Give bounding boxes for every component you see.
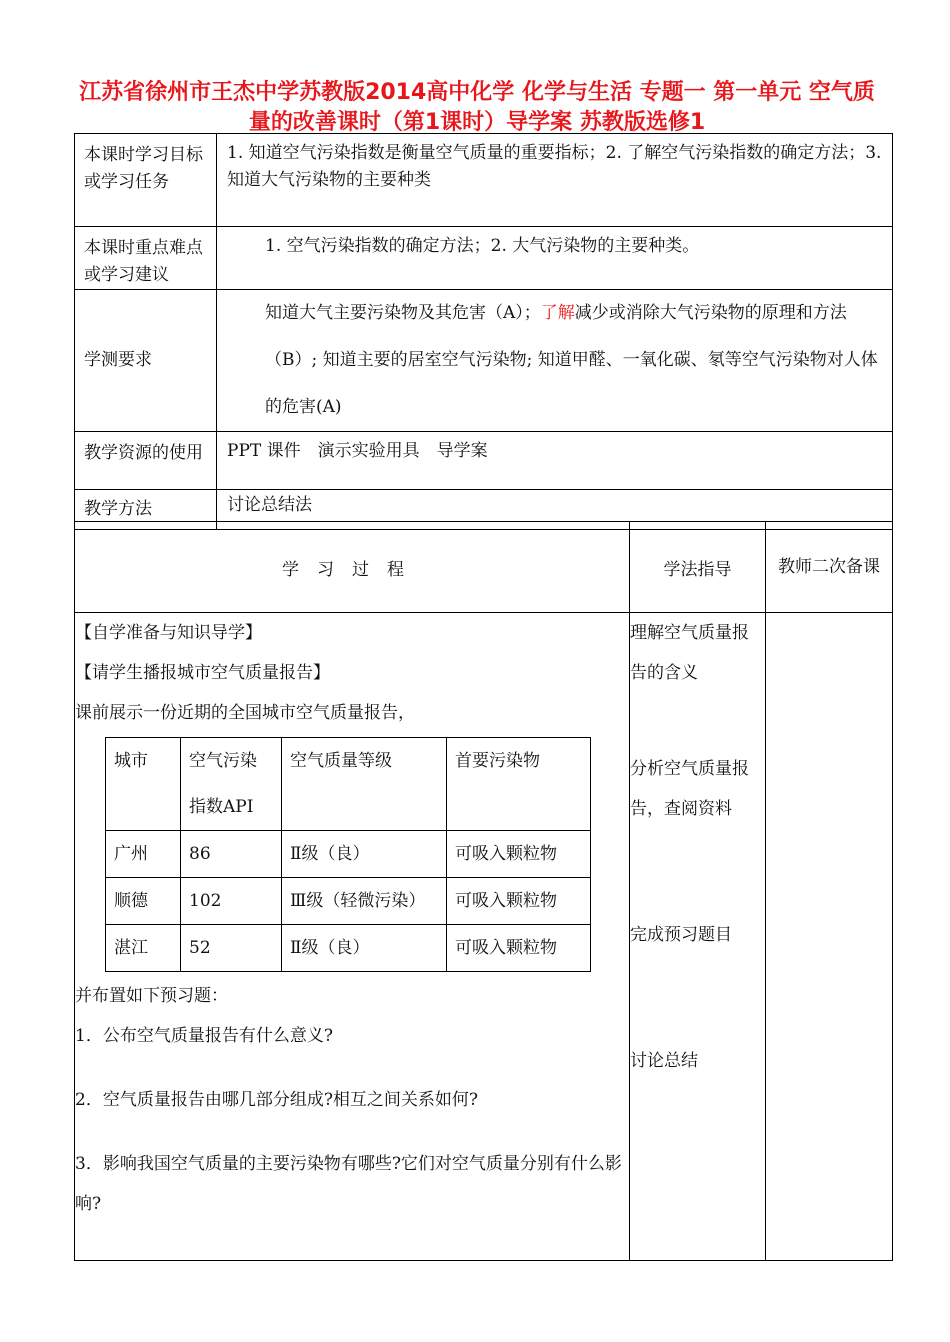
pollutant-cell: 可吸入颗粒物 [447,831,591,878]
guide-item: 理解空气质量报告的含义 [630,623,749,683]
key-row [75,227,893,290]
level-cell: Ⅲ级（轻微污染） [282,878,447,925]
process-content [75,613,630,1261]
spacer [75,1056,629,1080]
table-row [106,831,591,878]
key-label: 本课时重点难点或学习建议 [75,227,217,290]
city-header-level: 空气质量等级 [282,738,447,831]
city-cell: 广州 [106,831,181,878]
assign-text: 并布置如下预习题： [75,986,228,1006]
city-air-quality-table [105,737,591,972]
goal-value: 1. 知道空气污染指数是衡量空气质量的重要指标；2. 了解空气污染指数的确定方法；3. 知道大气污染物的主要种类 [217,134,893,227]
method-value: 讨论总结法 [217,490,893,530]
intro-text: 课前展示一份近期的全国城市空气质量报告， [75,703,415,723]
test-value-part2: 减少或消除大气污染物的原理和方法（B）; 知道主要的居室空气污染物; 知道甲醛、一氧化碳、氡等空气污染物对人体的危害(A) [265,303,878,417]
city-cell: 湛江 [106,925,181,972]
question-3: 3．影响我国空气质量的主要污染物有哪些?它们对空气质量分别有什么影响? [75,1154,622,1214]
spacer [75,1120,629,1144]
process-body-row [75,613,893,1261]
process-header-row [75,522,893,613]
city-header-pollutant: 首要污染物 [447,738,591,831]
table-row [106,925,591,972]
sub-title: 【请学生播报城市空气质量报告】 [75,663,330,683]
section-title: 【自学准备与知识导学】 [75,623,262,643]
guide-header: 学法指导 [630,522,766,613]
key-value: 1. 空气污染指数的确定方法；2. 大气污染物的主要种类。 [217,227,893,290]
question-2: 2．空气质量报告由哪几部分组成?相互之间关系如何? [75,1090,479,1110]
api-cell: 86 [181,831,282,878]
goal-row [75,134,893,227]
teacher-notes-content [766,613,893,1261]
city-header-city: 城市 [106,738,181,831]
test-value-part1: 知道大气主要污染物及其危害（A）； [265,303,541,323]
document-title: 江苏省徐州市王杰中学苏教版2014高中化学 化学与生活 专题一 第一单元 空气质量的改善课时（第1课时）导学案 苏教版选修1 [79,80,875,135]
level-cell: Ⅱ级（良） [282,925,447,972]
city-table-header [106,738,591,831]
pollutant-cell: 可吸入颗粒物 [447,925,591,972]
process-header: 学习过程 [75,522,630,613]
resources-row [75,432,893,490]
learning-process-table [74,521,893,1261]
guide-item: 分析空气质量报告，查阅资料 [630,759,749,819]
guide-item: 讨论总结 [630,1051,698,1071]
goal-label: 本课时学习目标或学习任务 [75,134,217,227]
test-row [75,290,893,432]
method-label: 教学方法 [75,490,217,530]
api-cell: 102 [181,878,282,925]
test-label: 学测要求 [75,290,217,432]
city-header-api: 空气污染指数API [181,738,282,831]
guide-item: 完成预习题目 [630,925,732,945]
question-1: 1．公布空气质量报告有什么意义? [75,1026,333,1046]
api-cell: 52 [181,925,282,972]
test-value [217,290,893,432]
lesson-info-table [74,133,893,530]
resources-value: PPT 课件 演示实验用具 导学案 [217,432,893,490]
city-cell: 顺德 [106,878,181,925]
table-row [106,878,591,925]
guide-content [630,613,766,1261]
resources-label: 教学资源的使用 [75,432,217,490]
level-cell: Ⅱ级（良） [282,831,447,878]
test-value-highlight: 了解 [540,303,575,323]
teacher-header: 教师二次备课 [766,522,893,613]
pollutant-cell: 可吸入颗粒物 [447,878,591,925]
